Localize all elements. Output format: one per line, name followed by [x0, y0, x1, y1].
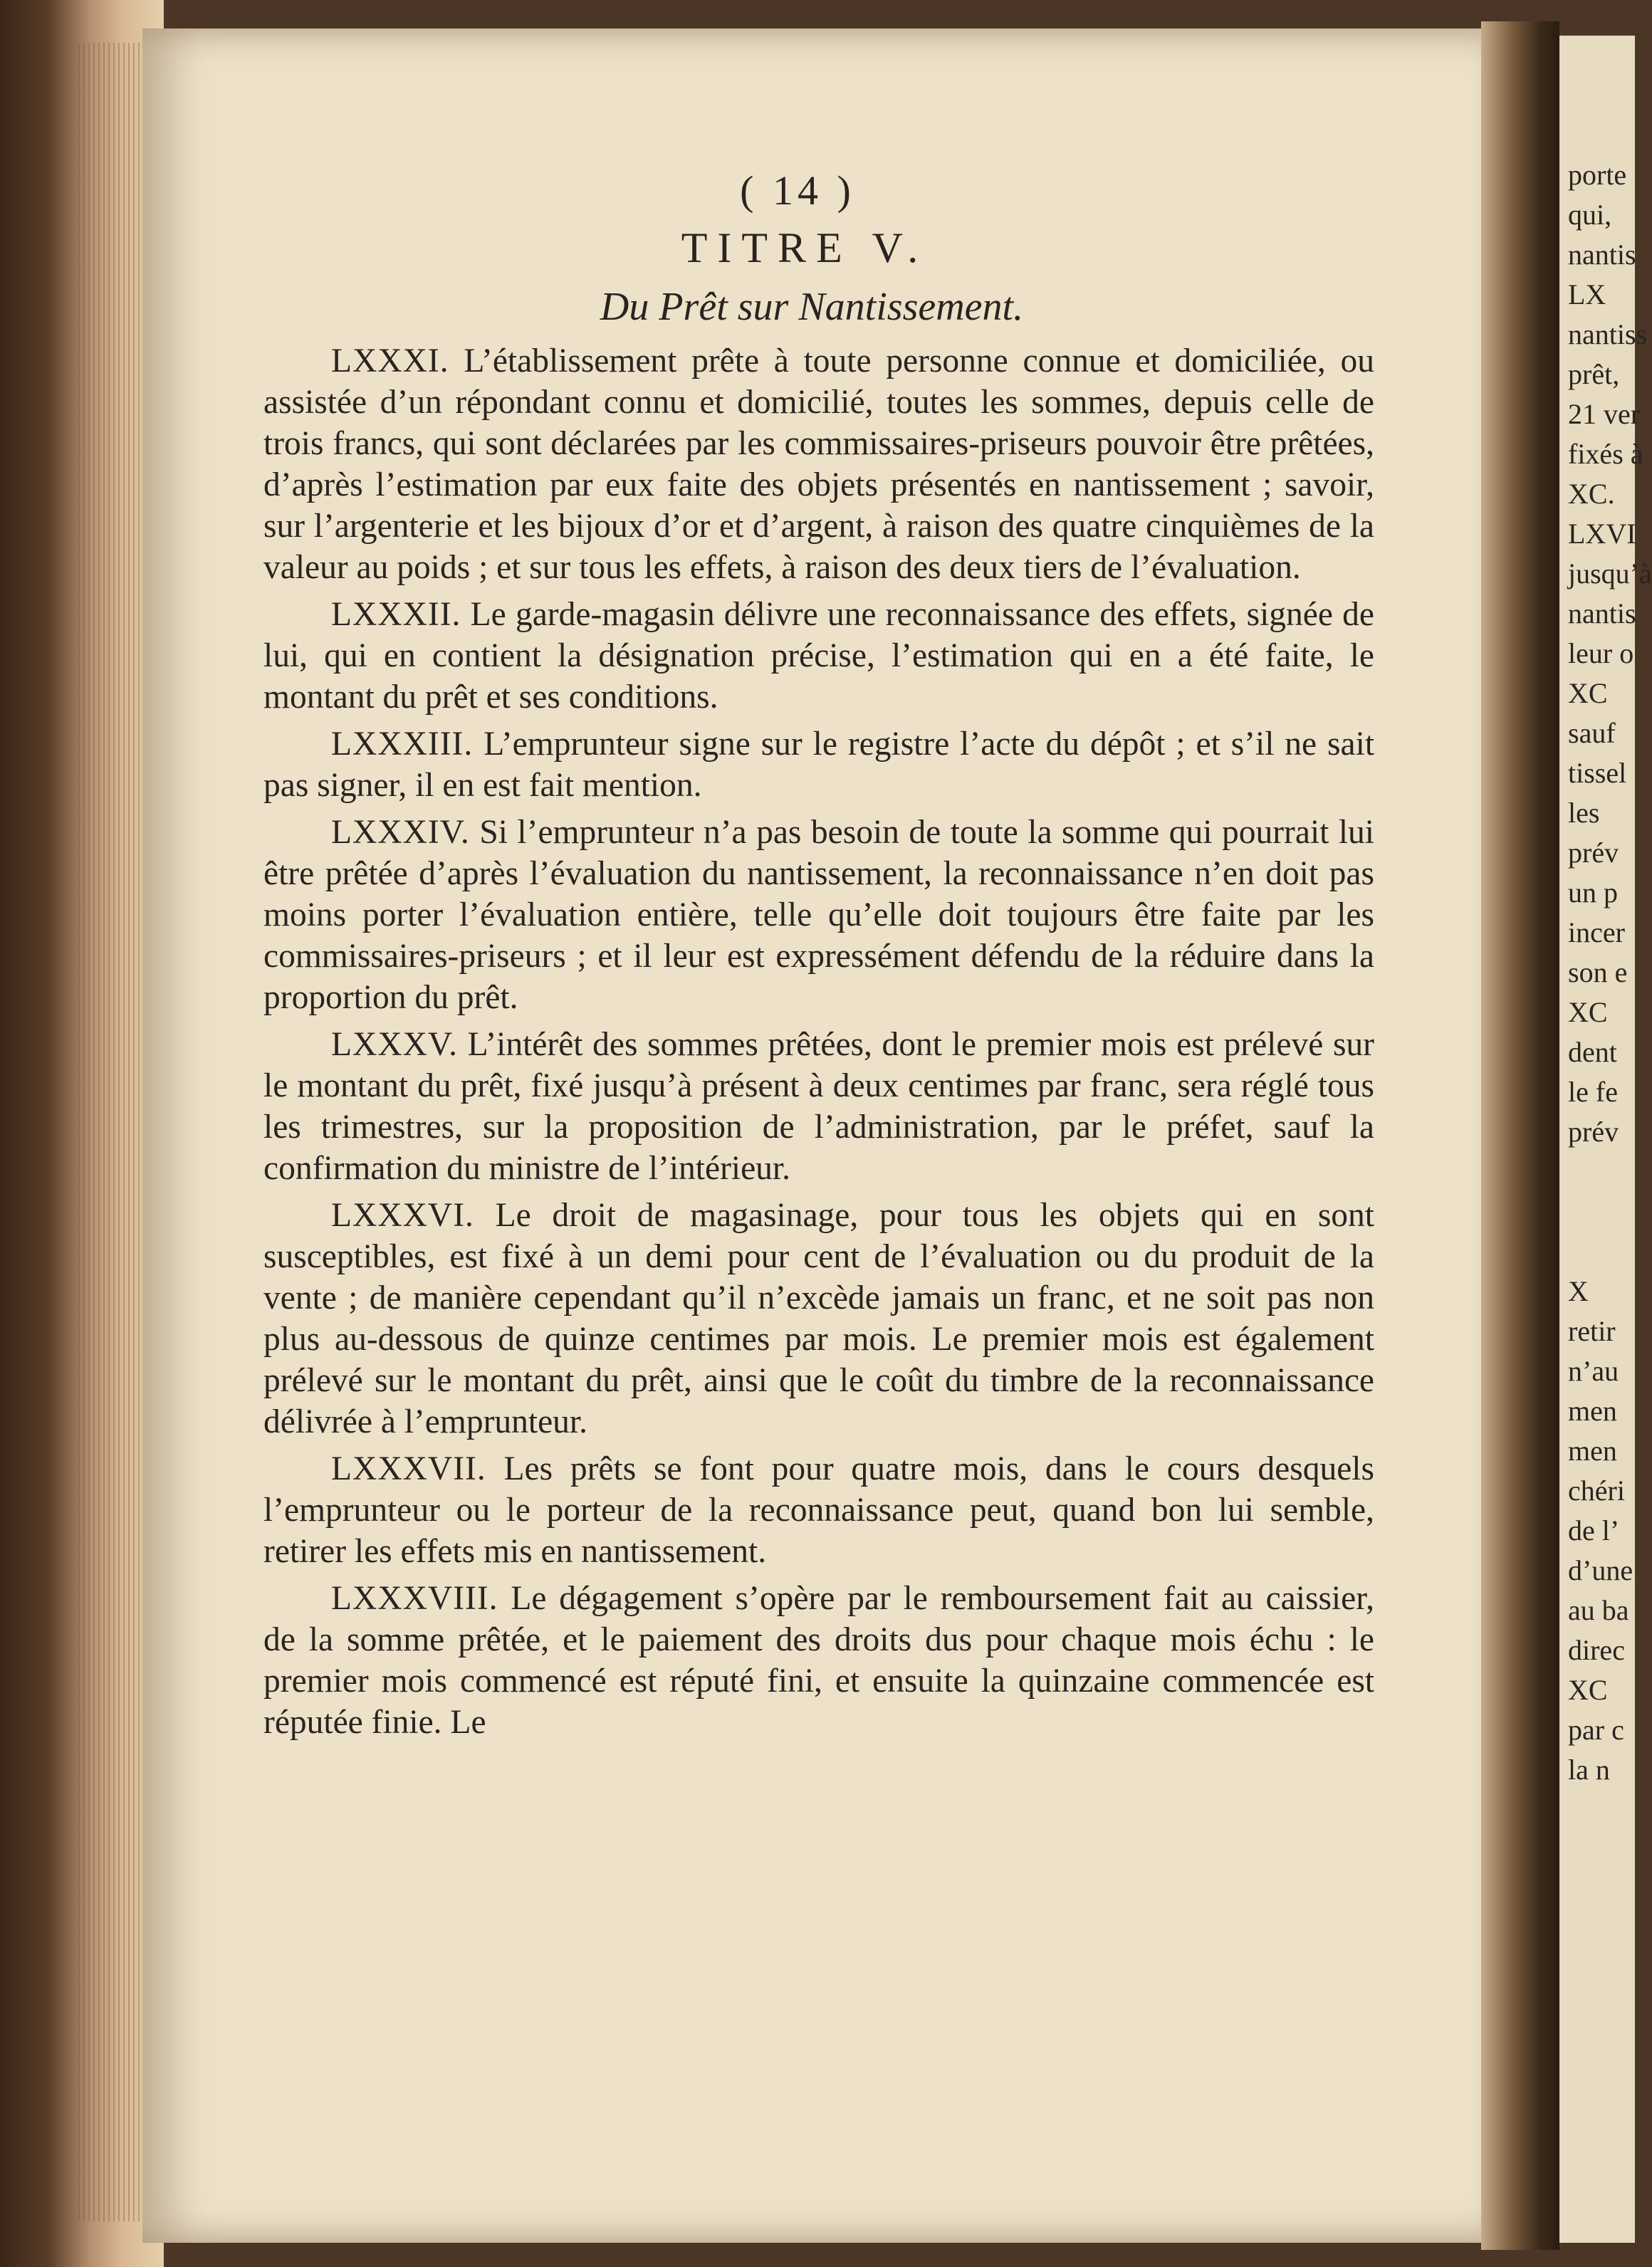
- facing-page-fragment: jusqu’à: [1568, 557, 1652, 590]
- facing-page-fragment: nantis: [1568, 597, 1636, 629]
- facing-page-fragment: X: [1568, 1275, 1589, 1307]
- facing-page-fragment: men: [1568, 1435, 1617, 1467]
- article-text: Le dégagement s’opère par le remboursement fait au caissier, de la somme prêtée, et le paiement des droits dus pour chaque mois échu : le premier mois commencé est réputé fini, et ensuite la quinzaine commencée est réputée finie. Le: [263, 1580, 1375, 1741]
- facing-page-fragment: retir: [1568, 1315, 1616, 1347]
- article-text: Le garde-magasin délivre une reconnaissance des effets, signée de lui, qui en contient la désignation précise, l’estimation qui en a été faite, le montant du prêt et ses conditions.: [263, 596, 1374, 716]
- article-number: LXXXII.: [331, 596, 461, 633]
- facing-page-fragment: nantis: [1568, 239, 1636, 271]
- article-number: LXXXVII.: [331, 1450, 486, 1487]
- facing-page-fragment: prêt,: [1568, 358, 1620, 390]
- facing-page-fragment: qui,: [1568, 199, 1612, 231]
- facing-page-fragment: nantiss: [1568, 318, 1648, 350]
- facing-page-fragment: sauf: [1568, 717, 1616, 749]
- article-lxxxv: [263, 1024, 1374, 1189]
- facing-page: [1559, 36, 1652, 2243]
- article-lxxxviii: [263, 1578, 1374, 1743]
- facing-page-fragment: 21 ver: [1568, 398, 1641, 430]
- article-lxxxii: [263, 594, 1374, 718]
- facing-page-fragment: un p: [1568, 876, 1618, 909]
- facing-page-fragment: [1568, 36, 1635, 75]
- facing-page-fragment: d’une: [1568, 1554, 1633, 1586]
- facing-page-fragment: XC: [1568, 1674, 1608, 1706]
- facing-page-fragment: [1568, 115, 1635, 155]
- facing-page-fragment: la n: [1568, 1754, 1610, 1786]
- facing-page-fragment: XC: [1568, 996, 1608, 1028]
- facing-page-fragment: [1568, 1192, 1635, 1232]
- article-lxxxvii: [263, 1448, 1374, 1572]
- article-number: LXXXI.: [331, 342, 449, 379]
- article-lxxxvi: [263, 1195, 1374, 1443]
- facing-page-fragment: de l’: [1568, 1514, 1620, 1546]
- facing-page-fragment: les: [1568, 797, 1600, 829]
- article-text: Si l’emprunteur n’a pas besoin de toute la somme qui pourrait lui être prêtée d’après l’évaluation du nantissement, la reconnaissance n’en doit pas moins porter l’évaluation entière, telle qu’elle doit toujours être faite par les commissaires-priseurs ; et il leur est expressément défendu de la réduire dans la proportion du prêt.: [263, 814, 1374, 1016]
- article-number: LXXXV.: [331, 1026, 458, 1063]
- article-number: LXXXIV.: [331, 814, 470, 851]
- facing-page-fragment: le fe: [1568, 1076, 1618, 1108]
- facing-page-fragment: [1568, 1232, 1635, 1272]
- facing-page-fragment: XC.: [1568, 478, 1615, 510]
- article-lxxxiii: [263, 723, 1374, 806]
- article-lxxxiv: [263, 812, 1374, 1018]
- facing-page-fragment: XC: [1568, 677, 1608, 709]
- article-lxxxi: [263, 340, 1374, 588]
- article-text: L’établissement prête à toute personne connue et domiciliée, ou assistée d’un répondant connu et domicilié, toutes les sommes, depuis celle de trois francs, qui sont déclarées par les commissaires-priseurs pouvoir être prêtées, d’après l’estimation par eux faite des objets présentés en nantissement ; savoir, sur l’argenterie et les bijoux d’or et d’argent, à raison des quatre cinquièmes de la valeur au poids ; et sur tous les effets, à raison des deux tiers de l’évaluation.: [263, 342, 1374, 586]
- article-text: L’intérêt des sommes prêtées, dont le premier mois est prélevé sur le montant du prêt, fixé jusqu’à présent à deux centimes par franc, sera réglé tous les trimestres, sur la proposition de l’administration, par le préfet, sauf la confirmation du ministre de l’intérieur.: [263, 1026, 1375, 1187]
- book-gutter: [1481, 21, 1559, 2250]
- facing-page-fragment: men: [1568, 1395, 1617, 1427]
- section-subtitle: Du Prêt sur Nantissement.: [600, 285, 1024, 329]
- article-text: L’emprunteur signe sur le registre l’acte du dépôt ; et s’il ne sait pas signer, il en est fait mention.: [263, 726, 1375, 804]
- section-title: TITRE V.: [681, 224, 929, 271]
- facing-page-fragment: porte: [1568, 159, 1627, 191]
- facing-page-fragment: chéri: [1568, 1475, 1625, 1507]
- facing-page-fragment: [1568, 75, 1635, 115]
- facing-page-fragment: prév: [1568, 1116, 1619, 1148]
- facing-page-fragment: son e: [1568, 956, 1628, 988]
- facing-page-fragment: prév: [1568, 837, 1619, 869]
- article-text: Le droit de magasinage, pour tous les objets qui en sont susceptibles, est fixé à un demi pour cent de l’évaluation ou du produit de la vente ; de manière cependant qu’il n’excède jamais un franc, et ne soit pas non plus au-dessous de quinze centimes par mois. Le premier mois est également prélevé sur le montant du prêt, ainsi que le coût du timbre de la reconnaissance délivrée à l’emprunteur.: [263, 1197, 1375, 1440]
- article-number: LXXXVIII.: [331, 1580, 498, 1617]
- facing-page-fragment: leur o: [1568, 637, 1634, 669]
- facing-page-fragment: direc: [1568, 1634, 1625, 1666]
- facing-page-fragment: au ba: [1568, 1594, 1629, 1626]
- article-number: LXXXVI.: [331, 1197, 474, 1234]
- facing-page-fragment: dent: [1568, 1036, 1617, 1068]
- facing-page-fragment: fixés à: [1568, 438, 1643, 470]
- facing-page-fragment: LXVI: [1568, 518, 1636, 550]
- facing-page-fragment: par c: [1568, 1714, 1624, 1746]
- facing-page-fragment: LX: [1568, 278, 1606, 310]
- facing-page-fragment: incer: [1568, 916, 1625, 948]
- article-number: LXXXIII.: [331, 726, 474, 763]
- facing-page-fragment: [1568, 1152, 1635, 1192]
- facing-page-fragment: n’au: [1568, 1355, 1619, 1387]
- page-number: ( 14 ): [740, 167, 855, 214]
- article-text: Les prêts se font pour quatre mois, dans le cours desquels l’emprunteur ou le porteur de la reconnaissance peut, quand bon lui semble, retirer les effets mis en nantissement.: [263, 1450, 1374, 1570]
- page-content: [263, 164, 1374, 1749]
- facing-page-fragment: tissel: [1568, 757, 1627, 789]
